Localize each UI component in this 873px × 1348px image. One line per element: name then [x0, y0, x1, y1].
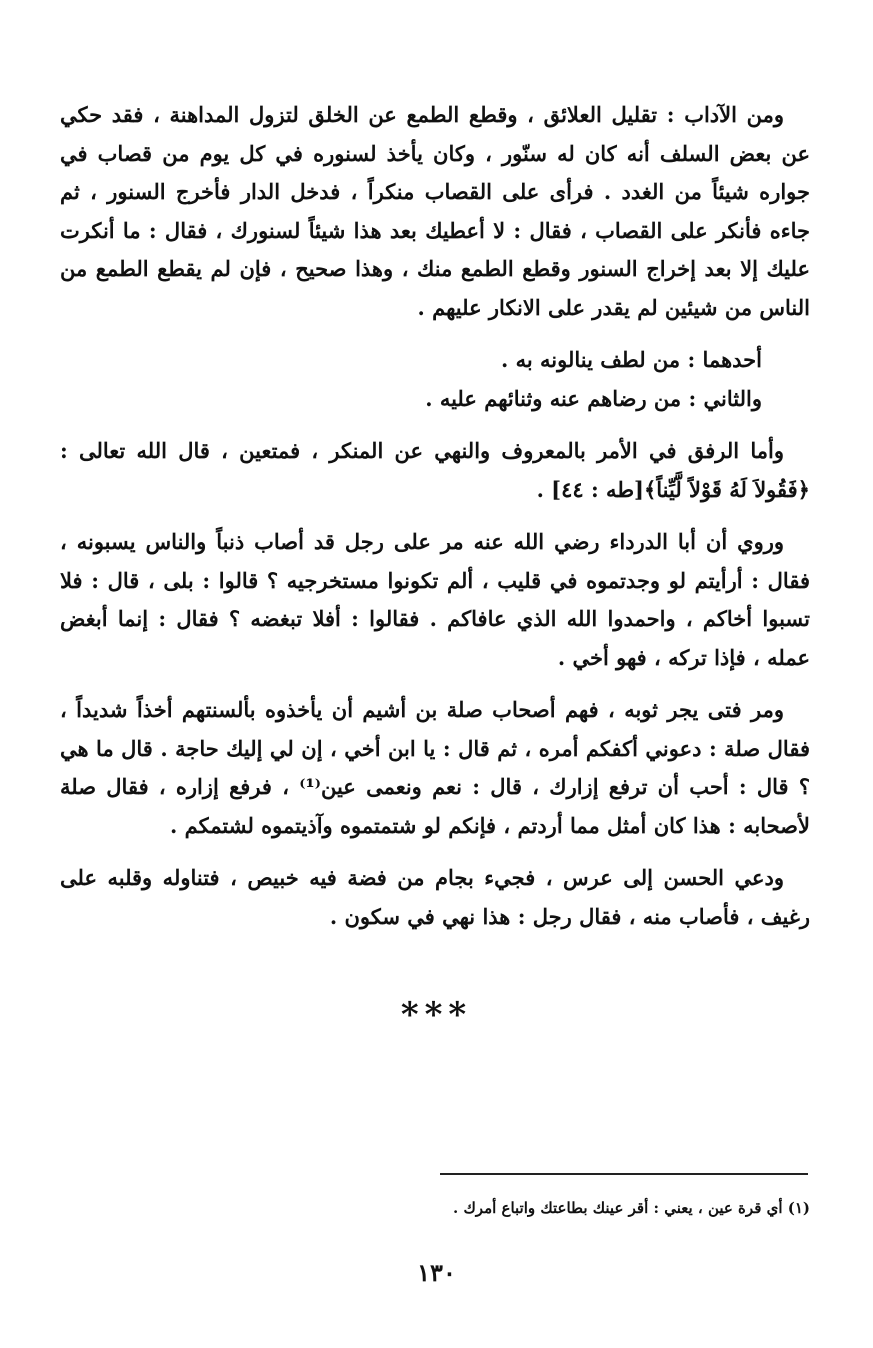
paragraph-gentleness: وأما الرفق في الأمر بالمعروف والنهي عن المنكر ، فمتعين ، قال الله تعالى : ﴿فَقُولاَ لَهُ قَوْلاً لَّيِّناً﴾[طه : ٤٤] .: [60, 438, 810, 502]
footnote-rule: [440, 1173, 808, 1175]
footnote: (١) أي قرة عين ، يعني : أقر عينك بطاعتك واتباع أمرك .: [453, 1199, 810, 1217]
list-item-first: أحدهما : من لطف ينالونه به .: [500, 347, 762, 372]
paragraph-hasan: ودعي الحسن إلى عرس ، فجيء بجام من فضة فيه خبيص ، فتناوله وقلبه على رغيف ، فأصاب منه ، فقال رجل : هذا نهي في سكون .: [60, 865, 810, 929]
paragraph-sila-bin-ashim: ومر فتى يجر ثوبه ، فهم أصحاب صلة بن أشيم أن يأخذوه بألسنتهم أخذاً شديداً ، فقال صلة : دعوني أكفكم أمره ، ثم قال : يا ابن أخي ، إن لي إليك حاجة . قال ما هي ؟ قال : أحب أن ترفع إزارك ، قال : نعم ونعمى عين⁽¹⁾ ، فرفع إزاره ، فقال صلة لأصحابه : هذا كان أمثل مما أردتم ، فإنكم لو شتمتموه وآذيتموه لشتمكم .: [60, 697, 810, 838]
two-things-list: [60, 341, 810, 418]
section-divider: ***: [400, 995, 473, 1035]
main-text: [60, 96, 810, 950]
paragraph-etiquette: ومن الآداب : تقليل العلائق ، وقطع الطمع عن الخلق لتزول المداهنة ، فقد حكي عن بعض السلف أنه كان له سنّور ، وكان يأخذ لسنوره في كل يوم من قصاب في جواره شيئاً من الغدد . فرأى على القصاب منكراً ، فدخل الدار فأخرج السنور ، ثم جاءه فأنكر على القصاب ، فقال : لا أعطيك بعد هذا شيئاً لسنورك ، فقال : ما أنكرت عليك إلا بعد إخراج السنور وقطع الطمع منك ، وهذا صحيح ، فإن لم يقطع الطمع من الناس من شيئين لم يقدر على الانكار عليهم .: [60, 102, 810, 320]
paragraph-abu-darda: وروي أن أبا الدرداء رضي الله عنه مر على رجل قد أصاب ذنباً والناس يسبونه ، فقال : أرأيتم لو وجدتموه في قليب ، ألم تكونوا مستخرجيه ؟ قالوا : بلى ، قال : فلا تسبوا أخاكم ، واحمدوا الله الذي عافاكم . فقالوا : أفلا تبغضه ؟ فقال : إنما أبغض عمله ، فإذا تركه ، فهو أخي .: [60, 529, 810, 670]
list-item-second: والثاني : من رضاهم عنه وثنائهم عليه .: [425, 385, 762, 411]
page-number: ١٣٠: [417, 1258, 456, 1287]
